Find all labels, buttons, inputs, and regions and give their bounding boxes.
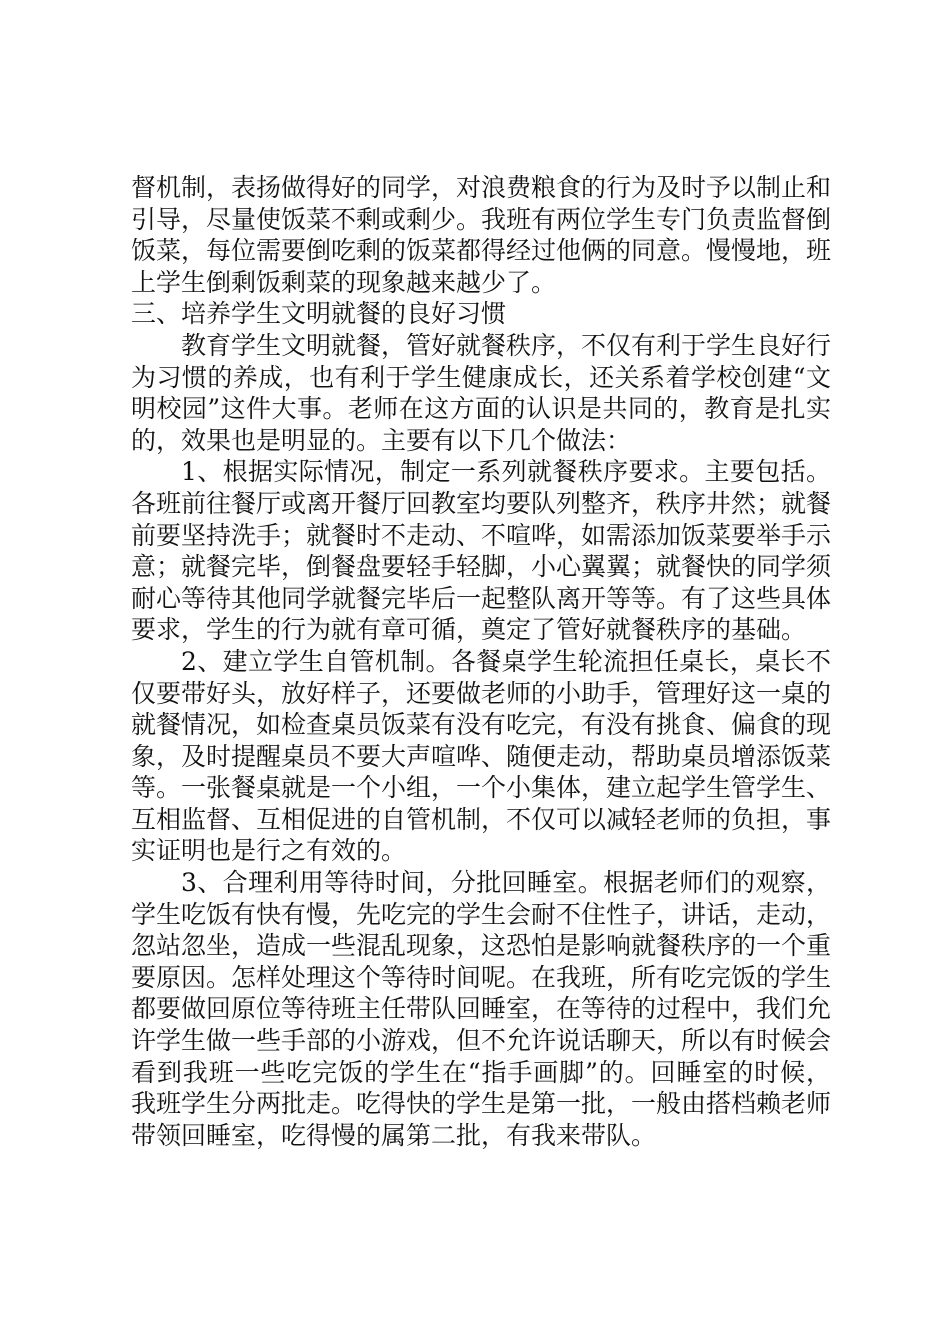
paragraph-item-2: 2、建立学生自管机制。各餐桌学生轮流担任桌长，桌长不仅要带好头，放好样子，还要做老师的小助手，管理好这一桌的就餐情况，如检查桌员饭菜有没有吃完，有没有挑食、偏食的现象，及时提醒桌员不要大声喧哗、随便走动，帮助桌员增添饭菜等。一张餐桌就是一个小组，一个小集体，建立起学生管学生、互相监督、互相促进的自管机制，不仅可以减轻老师的负担，事实证明也是行之有效的。 — [131, 646, 832, 866]
paragraph-item-1: 1、根据实际情况，制定一系列就餐秩序要求。主要包括。各班前往餐厅或离开餐厅回教室均要队列整齐，秩序井然；就餐前要坚持洗手；就餐时不走动、不喧哗，如需添加饭菜要举手示意；就餐完毕，倒餐盘要轻手轻脚，小心翼翼；就餐快的同学须耐心等待其他同学就餐完毕后一起整队离开等等。有了这些具体要求，学生的行为就有章可循，奠定了管好就餐秩序的基础。 — [131, 457, 832, 645]
document-body — [131, 172, 831, 1151]
paragraph-intro: 教育学生文明就餐，管好就餐秩序，不仅有利于学生良好行为习惯的养成，也有利于学生健康成长，还关系着学校创建“文明校园”这件大事。老师在这方面的认识是共同的，教育是扎实的，效果也是明显的。主要有以下几个做法： — [131, 330, 832, 455]
section-heading: 三、培养学生文明就餐的良好习惯 — [131, 299, 507, 329]
paragraph-continuation: 督机制，表扬做得好的同学，对浪费粮食的行为及时予以制止和引导，尽量使饭菜不剩或剩少。我班有两位学生专门负责监督倒饭菜，每位需要倒吃剩的饭菜都得经过他俩的同意。慢慢地，班上学生倒剩饭剩菜的现象越来越少了。 — [131, 173, 832, 297]
paragraph-item-3: 3、合理利用等待时间，分批回睡室。根据老师们的观察，学生吃饭有快有慢，先吃完的学生会耐不住性子，讲话，走动，忽站忽坐，造成一些混乱现象，这恐怕是影响就餐秩序的一个重要原因。怎样处理这个等待时间呢。在我班，所有吃完饭的学生都要做回原位等待班主任带队回睡室，在等待的过程中，我们允许学生做一些手部的小游戏，但不允许说话聊天，所以有时候会看到我班一些吃完饭的学生在“指手画脚”的。回睡室的时候，我班学生分两批走。吃得快的学生是第一批，一般由搭档赖老师带领回睡室，吃得慢的属第二批，有我来带队。 — [131, 868, 832, 1150]
